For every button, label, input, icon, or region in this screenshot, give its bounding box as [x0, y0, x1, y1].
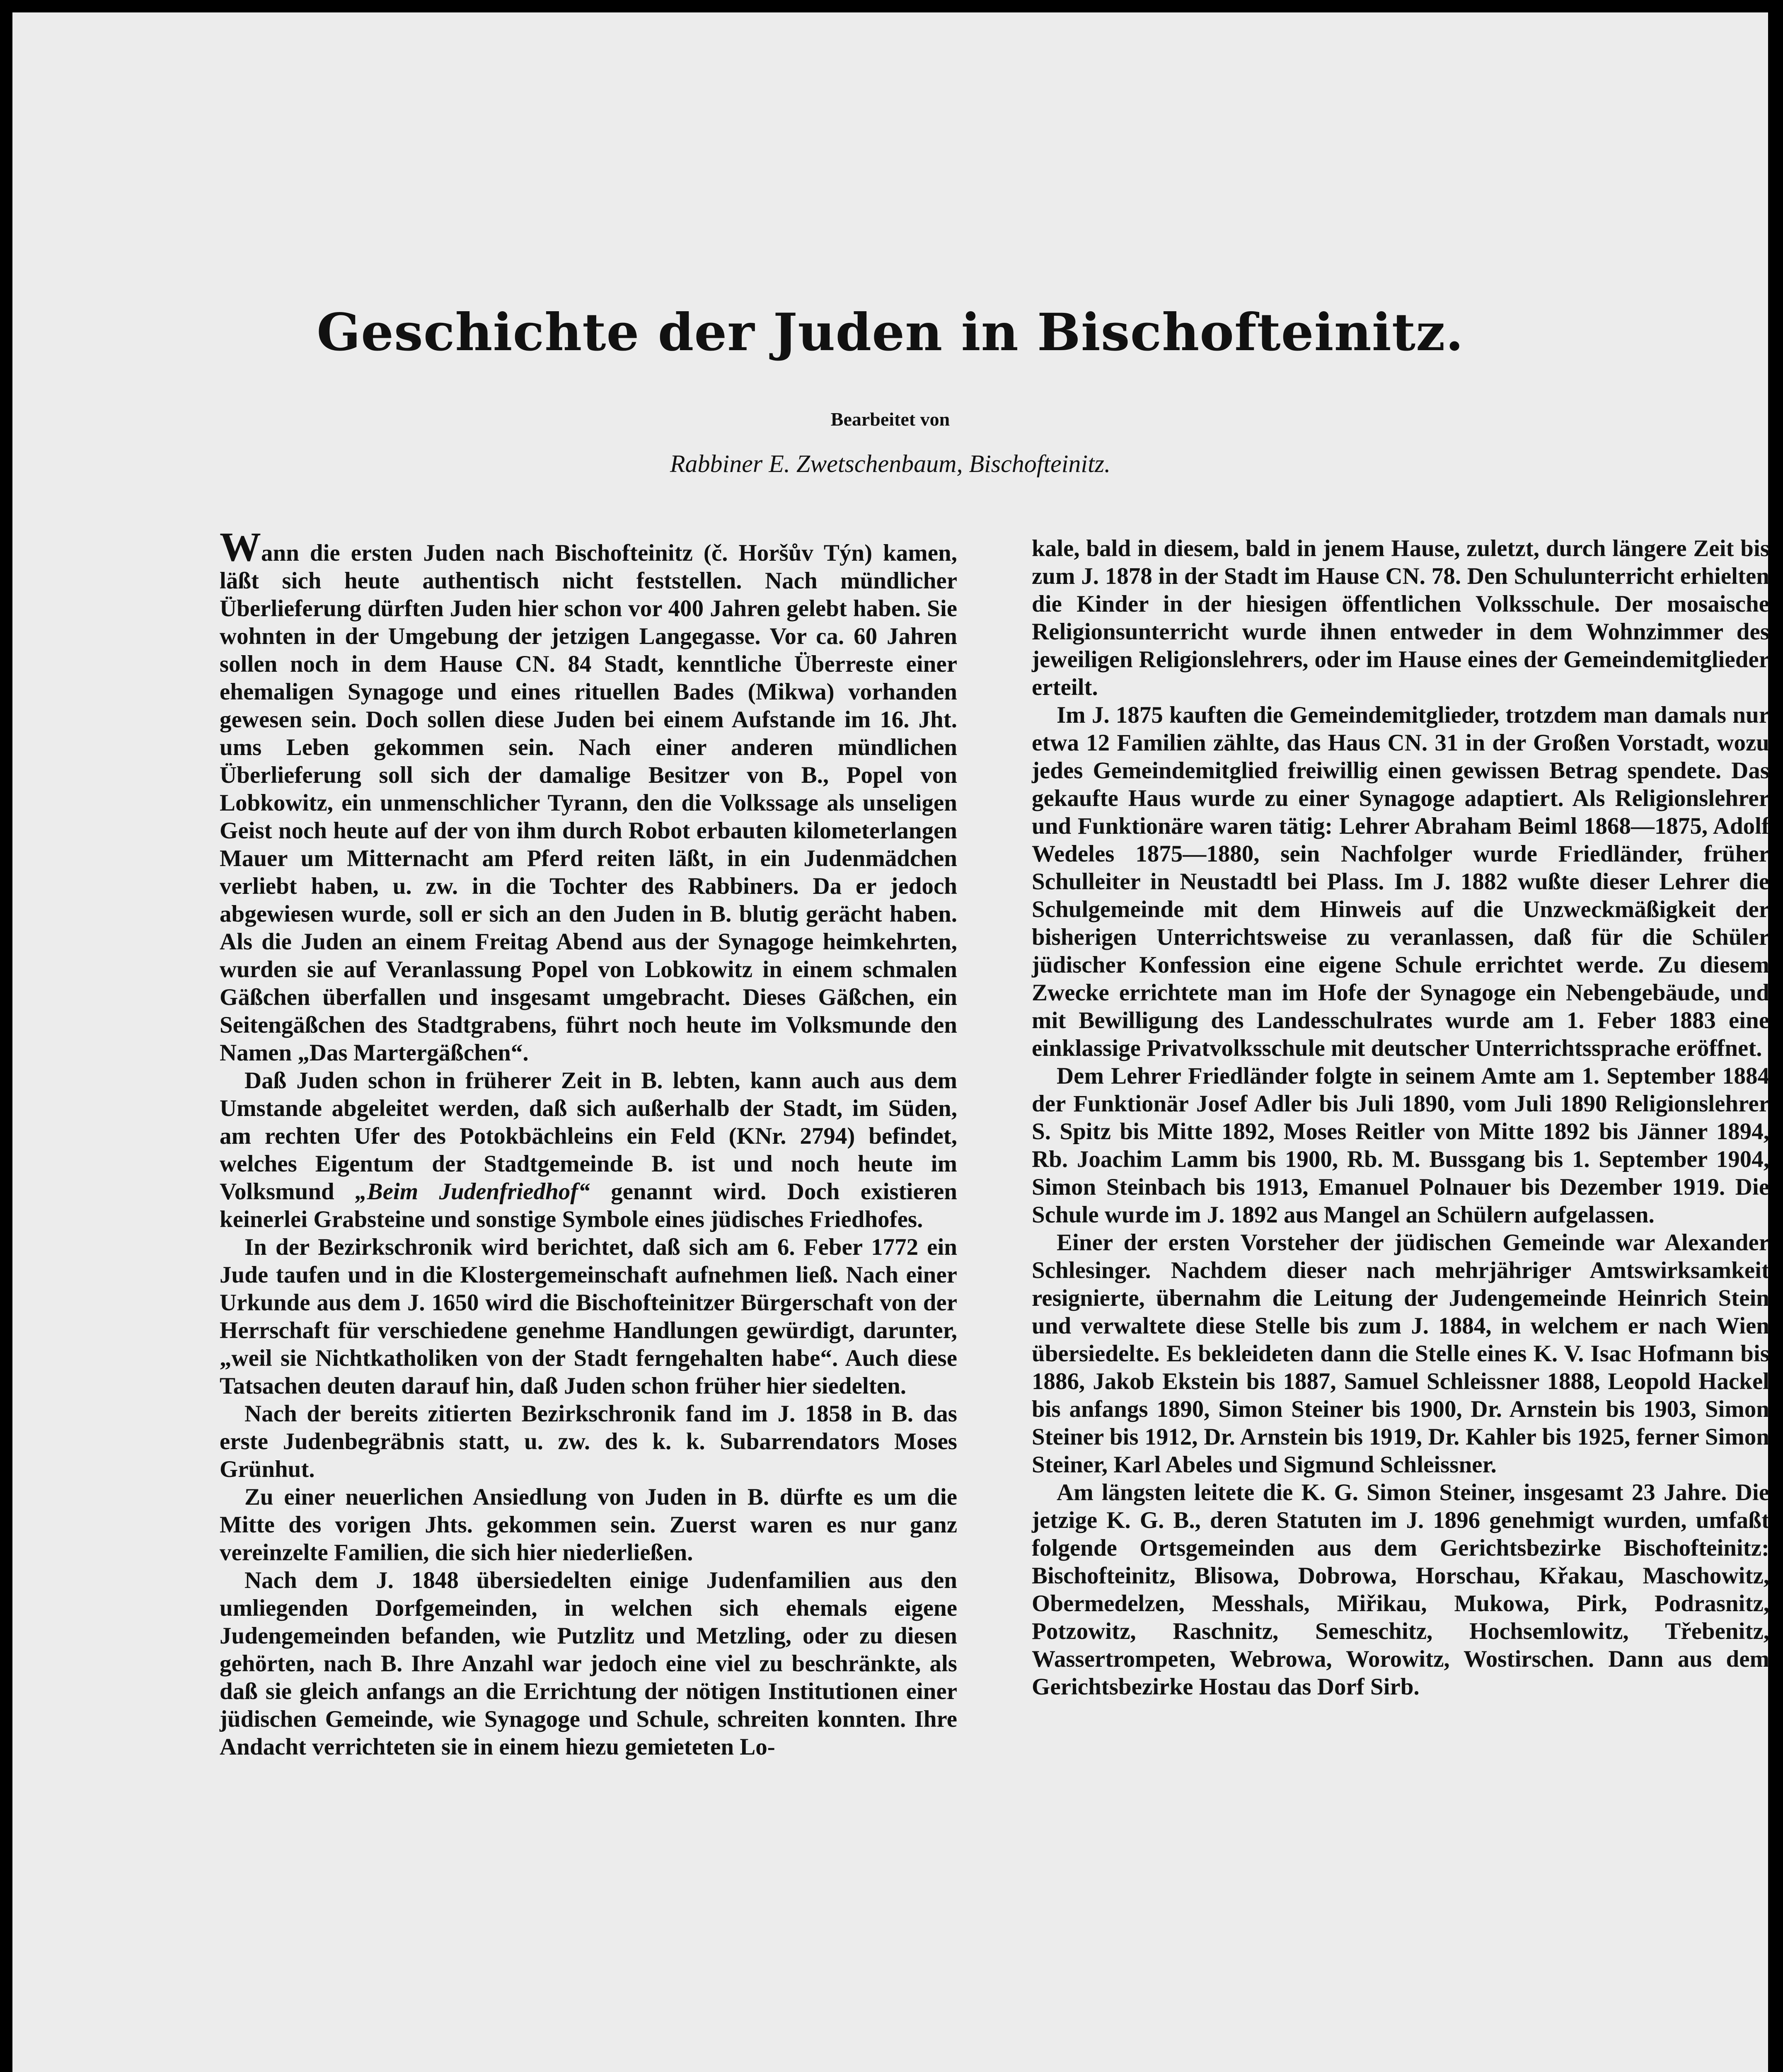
- byline: Bearbeitet von: [830, 409, 950, 430]
- author-line: Rabbiner E. Zwetschenbaum, Bischofteinitz.: [670, 450, 1111, 477]
- paragraph: Am längsten leitete die K. G. Simon Steiner, insgesamt 23 Jahre. Die jetzige K. G. B., deren Statuten im J. 1896 genehmigt wurden, umfaßt folgende Ortsgemeinden aus dem Gerichtsbezirke Bischofteinitz: Bischofteinitz, Blisowa, Dobrowa, Horschau, Křakau, Maschowitz, Obermedelzen, Messhals, Miřikau, Mukowa, Pirk, Podrasnitz, Potzowitz, Raschnitz, Semeschitz, Hochsemlowitz, Třebenitz, Wassertrompeten, Webrowa, Worowitz, Wostirschen. Dann aus dem Gerichtsbezirke Hostau das Dorf Sirb.: [1032, 1479, 1769, 1700]
- paragraph: Daß Juden schon in früherer Zeit in B. lebten, kann auch aus dem Umstande abgeleitet werden, daß sich außerhalb der Stadt, im Süden, am rechten Ufer des Potokbächleins ein Feld (KNr. 2794) befindet, welches Eigentum der Stadtgemeinde B. ist und noch heute im Volksmund „Beim Judenfriedhof“ genannt wird. Doch existieren keinerlei Grabsteine und sonstige Symbole eines jüdisches Friedhofes.: [220, 1067, 957, 1232]
- right-column: [1032, 535, 1769, 1761]
- paragraph: Nach dem J. 1848 übersiedelten einige Judenfamilien aus den umliegenden Dorfgemeinden, in welchen sich ehemals eigene Judengemeinden befanden, wie Putzlitz und Metzling, oder zu diesen gehörten, nach B. Ihre Anzahl war jedoch eine viel zu beschränkte, als daß sie gleich anfangs an die Errichtung der nötigen Institutionen einer jüdischen Gemeinde, wie Synagoge und Schule, schreiten konnten. Ihre Andacht verrichteten sie in einem hiezu gemieteten Lo-: [220, 1567, 957, 1760]
- italic-phrase: „Beim Judenfriedhof“: [355, 1179, 590, 1205]
- paragraph: kale, bald in diesem, bald in jenem Hause, zuletzt, durch längere Zeit bis zum J. 1878 in der Stadt im Hause CN. 78. Den Schulunterricht erhielten die Kinder in der hiesigen öffentlichen Volksschule. Der mosaische Religionsunterricht wurde ihnen entweder in dem Wohnzimmer des jeweiligen Religionslehrers, oder im Hause eines der Gemeindemitglieder erteilt.: [1032, 535, 1769, 700]
- paragraph: Im J. 1875 kauften die Gemeindemitglieder, trotzdem man damals nur etwa 12 Familien zählte, das Haus CN. 31 in der Großen Vorstadt, wozu jedes Gemeindemitglied freiwillig einen gewissen Betrag spendete. Das gekaufte Haus wurde zu einer Synagoge adaptiert. Als Religionslehrer und Funktionäre waren tätig: Lehrer Abraham Beiml 1868—1875, Adolf Wedeles 1875—1880, sein Nachfolger wurde Friedländer, früher Schulleiter in Neustadtl bei Plass. Im J. 1882 wußte dieser Lehrer die Schulgemeinde mit dem Hinweis auf die Unzweckmäßigkeit der bisherigen Unterrichtsweise zu veranlassen, daß für die Schüler jüdischer Konfession eine eigene Schule errichtet werde. Zu diesem Zwecke errichtete man im Hofe der Synagoge ein Nebengebäude, und mit Bewilligung des Landesschulrates wurde am 1. Feber 1883 eine einklassige Privatvolksschule mit deutscher Unterrichtssprache eröffnet.: [1032, 702, 1769, 1061]
- paragraph: Nach der bereits zitierten Bezirkschronik fand im J. 1858 in B. das erste Judenbegräbnis statt, u. zw. des k. k. Subarrendators Moses Grünhut.: [220, 1401, 957, 1482]
- paragraph: In der Bezirkschronik wird berichtet, daß sich am 6. Feber 1772 ein Jude taufen und in die Klostergemeinschaft aufnehmen ließ. Nach einer Urkunde aus dem J. 1650 wird die Bischofteinitzer Bürgerschaft von der Herrschaft für verschiedene genehme Handlungen gewürdigt, darunter, „weil sie Nichtkatholiken von der Stadt ferngehalten habe“. Auch diese Tatsachen deuten darauf hin, daß Juden schon früher hier siedelten.: [220, 1234, 957, 1399]
- paragraph: Einer der ersten Vorsteher der jüdischen Gemeinde war Alexander Schlesinger. Nachdem dieser nach mehrjähriger Amtswirksamkeit resignierte, übernahm die Leitung der Judengemeinde Heinrich Stein und verwaltete diese Stelle bis zum J. 1884, in welchem er nach Wien übersiedelte. Es bekleideten dann die Stelle eines K. V. Isac Hofmann bis 1886, Jakob Ekstein bis 1887, Samuel Schleissner 1888, Leopold Hackel bis anfangs 1890, Simon Steiner bis 1900, Dr. Arnstein bis 1903, Simon Steiner bis 1912, Dr. Arnstein bis 1919, Dr. Kahler bis 1925, ferner Simon Steiner, Karl Abeles und Sigmund Schleissner.: [1032, 1230, 1769, 1478]
- drop-cap: W: [220, 524, 261, 570]
- paragraph: Zu einer neuerlichen Ansiedlung von Juden in B. dürfte es um die Mitte des vorigen Jhts. gekommen sein. Zuerst waren es nur ganz vereinzelte Familien, die sich hier niederließen.: [220, 1484, 957, 1566]
- left-column: [220, 524, 957, 1761]
- document-page: [12, 12, 1768, 2072]
- article-title: Geschichte der Juden in Bischofteinitz.: [317, 303, 1464, 363]
- paragraph: Dem Lehrer Friedländer folgte in seinem Amte am 1. September 1884 der Funktionär Josef Adler bis Juli 1890, vom Juli 1890 Religionslehrer S. Spitz bis Mitte 1892, Moses Reitler von Mitte 1892 bis Jänner 1894, Rb. Joachim Lamm bis 1900, Rb. M. Bussgang bis 1. September 1904, Simon Steinbach bis 1913, Emanuel Polnauer bis Dezember 1919. Die Schule wurde im J. 1892 aus Mangel an Schülern aufgelassen.: [1032, 1063, 1769, 1228]
- paragraph: Wann die ersten Juden nach Bischofteinitz (č. Horšův Týn) kamen, läßt sich heute authentisch nicht feststellen. Nach mündlicher Überlieferung dürften Juden hier schon vor 400 Jahren gelebt haben. Sie wohnten in der Umgebung der jetzigen Langegasse. Vor ca. 60 Jahren sollen noch in dem Hause CN. 84 Stadt, kenntliche Überreste einer ehemaligen Synagoge und eines rituellen Bades (Mikwa) vorhanden gewesen sein. Doch sollen diese Juden bei einem Aufstande im 16. Jht. ums Leben gekommen sein. Nach einer anderen mündlichen Überlieferung soll sich der damalige Besitzer von B., Popel von Lobkowitz, ein unmenschlicher Tyrann, den die Volkssage als unseligen Geist noch heute auf der von ihm durch Robot erbauten kilometerlangen Mauer um Mitternacht am Pferd reiten läßt, in ein Judenmädchen verliebt haben, u. zw. in die Tochter des Rabbiners. Da er jedoch abgewiesen wurde, soll er sich an den Juden in B. blutig gerächt haben. Als die Juden an einem Freitag Abend aus der Synagoge heimkehrten, wurden sie auf Veranlassung Popel von Lobkowitz in einem schmalen Gäßchen überfallen und insgesamt umgebracht. Dieses Gäßchen, ein Seitengäßchen des Stadtgrabens, führt noch heute im Volksmunde den Namen „Das Martergäßchen“.: [220, 524, 957, 1066]
- text-columns: [220, 524, 1769, 1761]
